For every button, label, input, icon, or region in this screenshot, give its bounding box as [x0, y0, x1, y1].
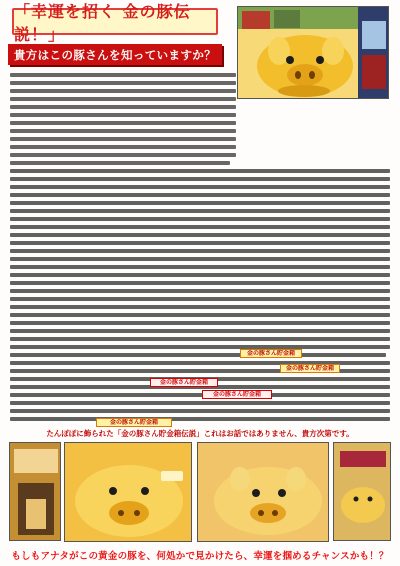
bottom-photo-4 — [333, 442, 391, 541]
text-line — [10, 305, 390, 309]
text-line — [10, 209, 390, 213]
text-line — [10, 409, 390, 413]
bottom-photo-3 — [197, 442, 329, 542]
photo-caption: たんぽぽに飾られた「金の豚さん貯金箱伝説」これはお話ではありません、貴方次第です。 — [46, 429, 354, 438]
page-title — [12, 1, 218, 44]
text-line — [10, 337, 390, 341]
body-text — [10, 73, 390, 428]
highlight-badge-5: 金の豚さん貯金箱 — [96, 418, 172, 427]
highlight-badge-2: 金の豚さん貯金箱 — [280, 364, 340, 373]
text-line — [10, 281, 390, 285]
text-line — [10, 313, 390, 317]
text-line — [10, 257, 390, 261]
text-line — [10, 137, 236, 141]
text-line — [10, 417, 390, 421]
text-line — [10, 217, 390, 221]
gold-pig-bank-icon — [65, 443, 192, 542]
highlight-badge-1: 金の豚さん貯金箱 — [240, 349, 302, 358]
text-line — [10, 345, 390, 349]
text-line — [10, 297, 390, 301]
text-line — [10, 289, 390, 293]
text-line — [10, 81, 236, 85]
gold-pig-figurine-icon — [334, 443, 391, 541]
text-line — [10, 97, 236, 101]
text-line — [10, 393, 390, 397]
text-line — [10, 161, 230, 165]
text-line — [10, 193, 390, 197]
storefront-icon — [10, 443, 61, 541]
text-line — [10, 241, 390, 245]
subtitle-banner — [8, 44, 222, 65]
text-line — [10, 201, 390, 205]
footer-slogan: もしもアナタがこの黄金の豚を、何処かで見かけたら、幸運を掴めるチャンスかも！？ — [11, 551, 389, 562]
text-line — [10, 353, 386, 357]
text-line — [10, 73, 236, 77]
text-line — [10, 185, 390, 189]
text-line — [10, 249, 390, 253]
text-line — [10, 401, 390, 405]
text-line — [10, 233, 390, 237]
text-line — [10, 129, 236, 133]
text-line — [10, 321, 390, 325]
bottom-photo-2 — [64, 442, 192, 542]
text-line — [10, 153, 236, 157]
bottom-photo-1 — [9, 442, 61, 541]
text-line — [10, 105, 236, 109]
subtitle-text: 貴方はこの豚さんを知っていますか？ — [13, 47, 217, 62]
text-line — [10, 273, 390, 277]
text-line — [10, 113, 236, 117]
gold-pig-bank-icon — [198, 443, 329, 542]
text-line — [10, 121, 236, 125]
text-line — [10, 177, 390, 181]
highlight-badge-4: 金の豚さん貯金箱 — [202, 390, 272, 399]
text-line — [10, 329, 390, 333]
highlight-badge-3: 金の豚さん貯金箱 — [150, 378, 218, 387]
text-line — [10, 169, 390, 173]
text-line — [10, 145, 236, 149]
text-line — [10, 225, 390, 229]
text-line — [10, 89, 236, 93]
page-title-text: 「幸運を招く 金の豚伝説！」 — [14, 1, 191, 44]
text-line — [10, 265, 390, 269]
